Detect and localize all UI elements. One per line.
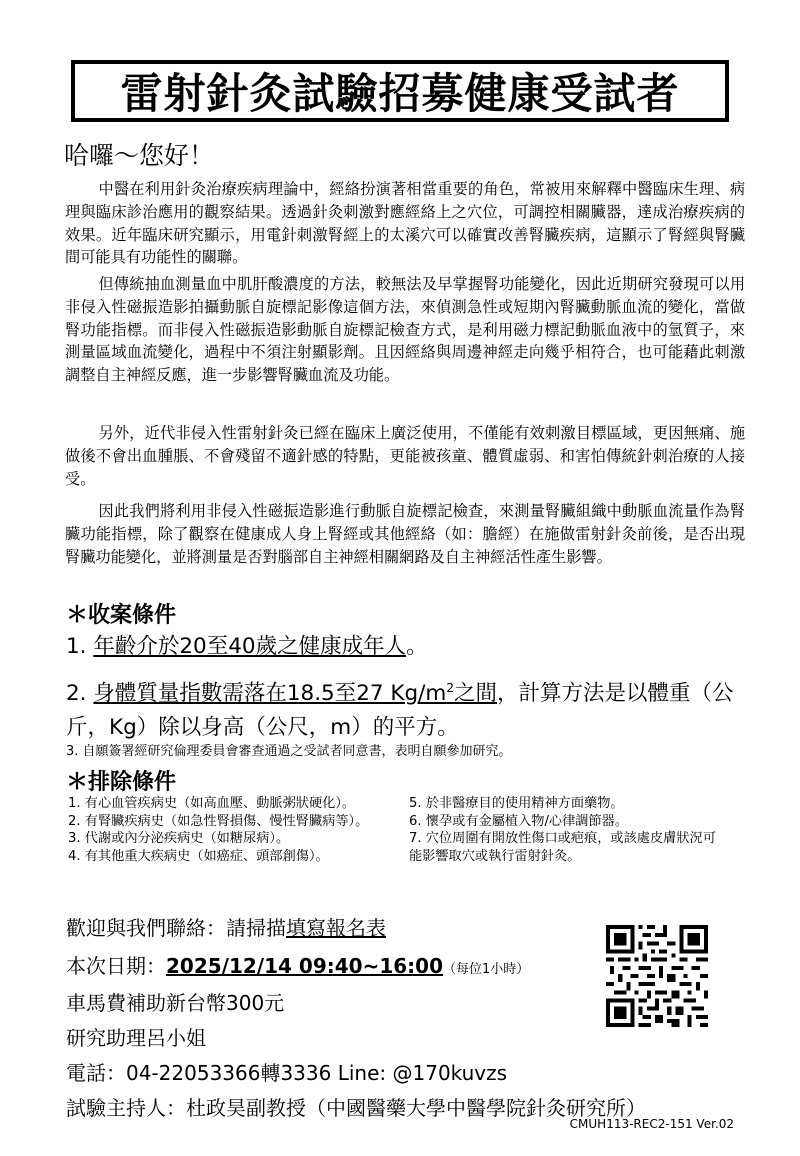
inclusion-item-1-end: 。 bbox=[406, 634, 428, 659]
exclusion-item: 7. 穴位周圍有開放性傷口或疤痕，或該處皮膚狀況可能影響取穴或執行雷射針灸。 bbox=[409, 831, 716, 864]
host-line: 試驗主持人：杜政昊副教授（中國醫藥大學中醫學院針灸研究所） bbox=[66, 1096, 646, 1120]
inclusion-item-2-num: 2. bbox=[66, 681, 94, 707]
exclusion-item: 6. 懷孕或有金屬植入物/心律調節器。 bbox=[409, 813, 629, 829]
exclusion-item: 5. 於非醫療目的使用精神方面藥物。 bbox=[409, 796, 624, 811]
fee-line: 車馬費補助新台幣300元 bbox=[66, 991, 285, 1015]
date-label: 本次日期： bbox=[66, 954, 166, 978]
page-title: 雷射針灸試驗招募健康受試者 bbox=[71, 60, 729, 122]
contact-text: 歡迎與我們聯絡：請掃描 bbox=[66, 916, 286, 940]
exclusion-item: 2. 有腎臟疾病史（如急性腎損傷、慢性腎臟病等）。 bbox=[68, 813, 369, 829]
intro-paragraph-1: 中醫在利用針灸治療疾病理論中，經絡扮演著相當重要的角色，常被用來解釋中醫臨床生理、病理與臨床診治應用的觀察結果。透過針灸刺激對應經絡上之穴位，可調控相關臟器，達成治療疾病的效果。近年臨床研究顯示，用電針刺激腎經上的太溪穴可以確實改善腎臟疾病，這顯示了腎經與腎臟間可能具有功能性的關聯。 bbox=[65, 180, 745, 267]
date-note: （每位1小時） bbox=[442, 962, 530, 977]
exclusion-item: 1. 有心血管疾病史（如高血壓、動脈粥狀硬化）。 bbox=[68, 796, 356, 811]
inclusion-item-1 bbox=[66, 630, 746, 664]
inclusion-item-2-rest: ，計算方法是以體重（公斤，Kg）除以身高（公尺，m）的平方。 bbox=[66, 681, 734, 741]
exclusion-heading: ＊排除條件 bbox=[66, 770, 177, 795]
greeting: 哈囉～您好！ bbox=[64, 141, 215, 170]
phone-line: 電話：04-22053366轉3336 Line: @170kuvzs bbox=[66, 1061, 508, 1085]
exclusion-left-column bbox=[68, 795, 388, 865]
date-value: 2025/12/14 09:40~16:00 bbox=[166, 954, 443, 978]
qr-code-icon[interactable] bbox=[606, 925, 708, 1027]
exclusion-item: 3. 代謝或內分泌疾病史（如糖尿病）。 bbox=[68, 831, 290, 846]
intro-paragraph-4: 因此我們將利用非侵入性磁振造影進行動脈自旋標記檢查，來測量腎臟組織中動脈血流量作為腎臟功能指標，除了觀察在健康成人身上腎經或其他經絡（如：膽經）在施做雷射針灸前後，是否出現腎臟功能變化，並將測量是否對腦部自主神經相關網路及自主神經活性產生影響。 bbox=[65, 502, 745, 566]
inclusion-heading: ＊收案條件 bbox=[66, 603, 177, 628]
inclusion-item-1-num: 1. bbox=[66, 634, 94, 659]
inclusion-item-2-text-b: 之間 bbox=[454, 681, 498, 707]
assistant-line: 研究助理呂小姐 bbox=[66, 1026, 206, 1050]
exclusion-item: 4. 有其他重大疾病史（如癌症、頭部創傷）。 bbox=[68, 848, 329, 864]
exclusion-right-column bbox=[409, 795, 729, 865]
inclusion-item-3: 3. 自願簽署經研究倫理委員會審查通過之受試者同意書，表明自願參加研究。 bbox=[66, 744, 512, 759]
inclusion-item-2-text-a: 身體質量指數需落在18.5至27 Kg/m bbox=[93, 681, 447, 707]
registration-link[interactable]: 填寫報名表 bbox=[286, 916, 386, 940]
document-code: CMUH113-REC2-151 Ver.02 bbox=[569, 1117, 734, 1131]
inclusion-item-2 bbox=[66, 671, 746, 745]
contact-line bbox=[66, 912, 386, 941]
date-line bbox=[66, 950, 529, 979]
inclusion-item-2-sup: 2 bbox=[446, 681, 454, 695]
inclusion-item-1-text: 年齡介於20至40歲之健康成年人 bbox=[93, 634, 407, 659]
intro-paragraph-3: 另外，近代非侵入性雷射針灸已經在臨床上廣泛使用，不僅能有效刺激目標區域，更因無痛、施做後不會出血腫脹、不會殘留不適針感的特點，更能被孩童、體質虛弱、和害怕傳統針刺治療的人接受。 bbox=[65, 424, 745, 488]
intro-paragraph-2: 但傳統抽血測量血中肌肝酸濃度的方法，較無法及早掌握腎功能變化，因此近期研究發現可以用非侵入性磁振造影拍攝動脈自旋標記影像這個方法，來偵測急性或短期內腎臟動脈血流的變化，當做腎功能指標。而非侵入性磁振造影動脈自旋標記檢查方式，是利用磁力標記動脈血液中的氫質子，來測量區域血流變化，過程中不須注射顯影劑。且因經絡與周邊神經走向幾乎相符合，也可能藉此刺激調整自主神經反應，進一步影響腎臟血流及功能。 bbox=[65, 275, 745, 385]
